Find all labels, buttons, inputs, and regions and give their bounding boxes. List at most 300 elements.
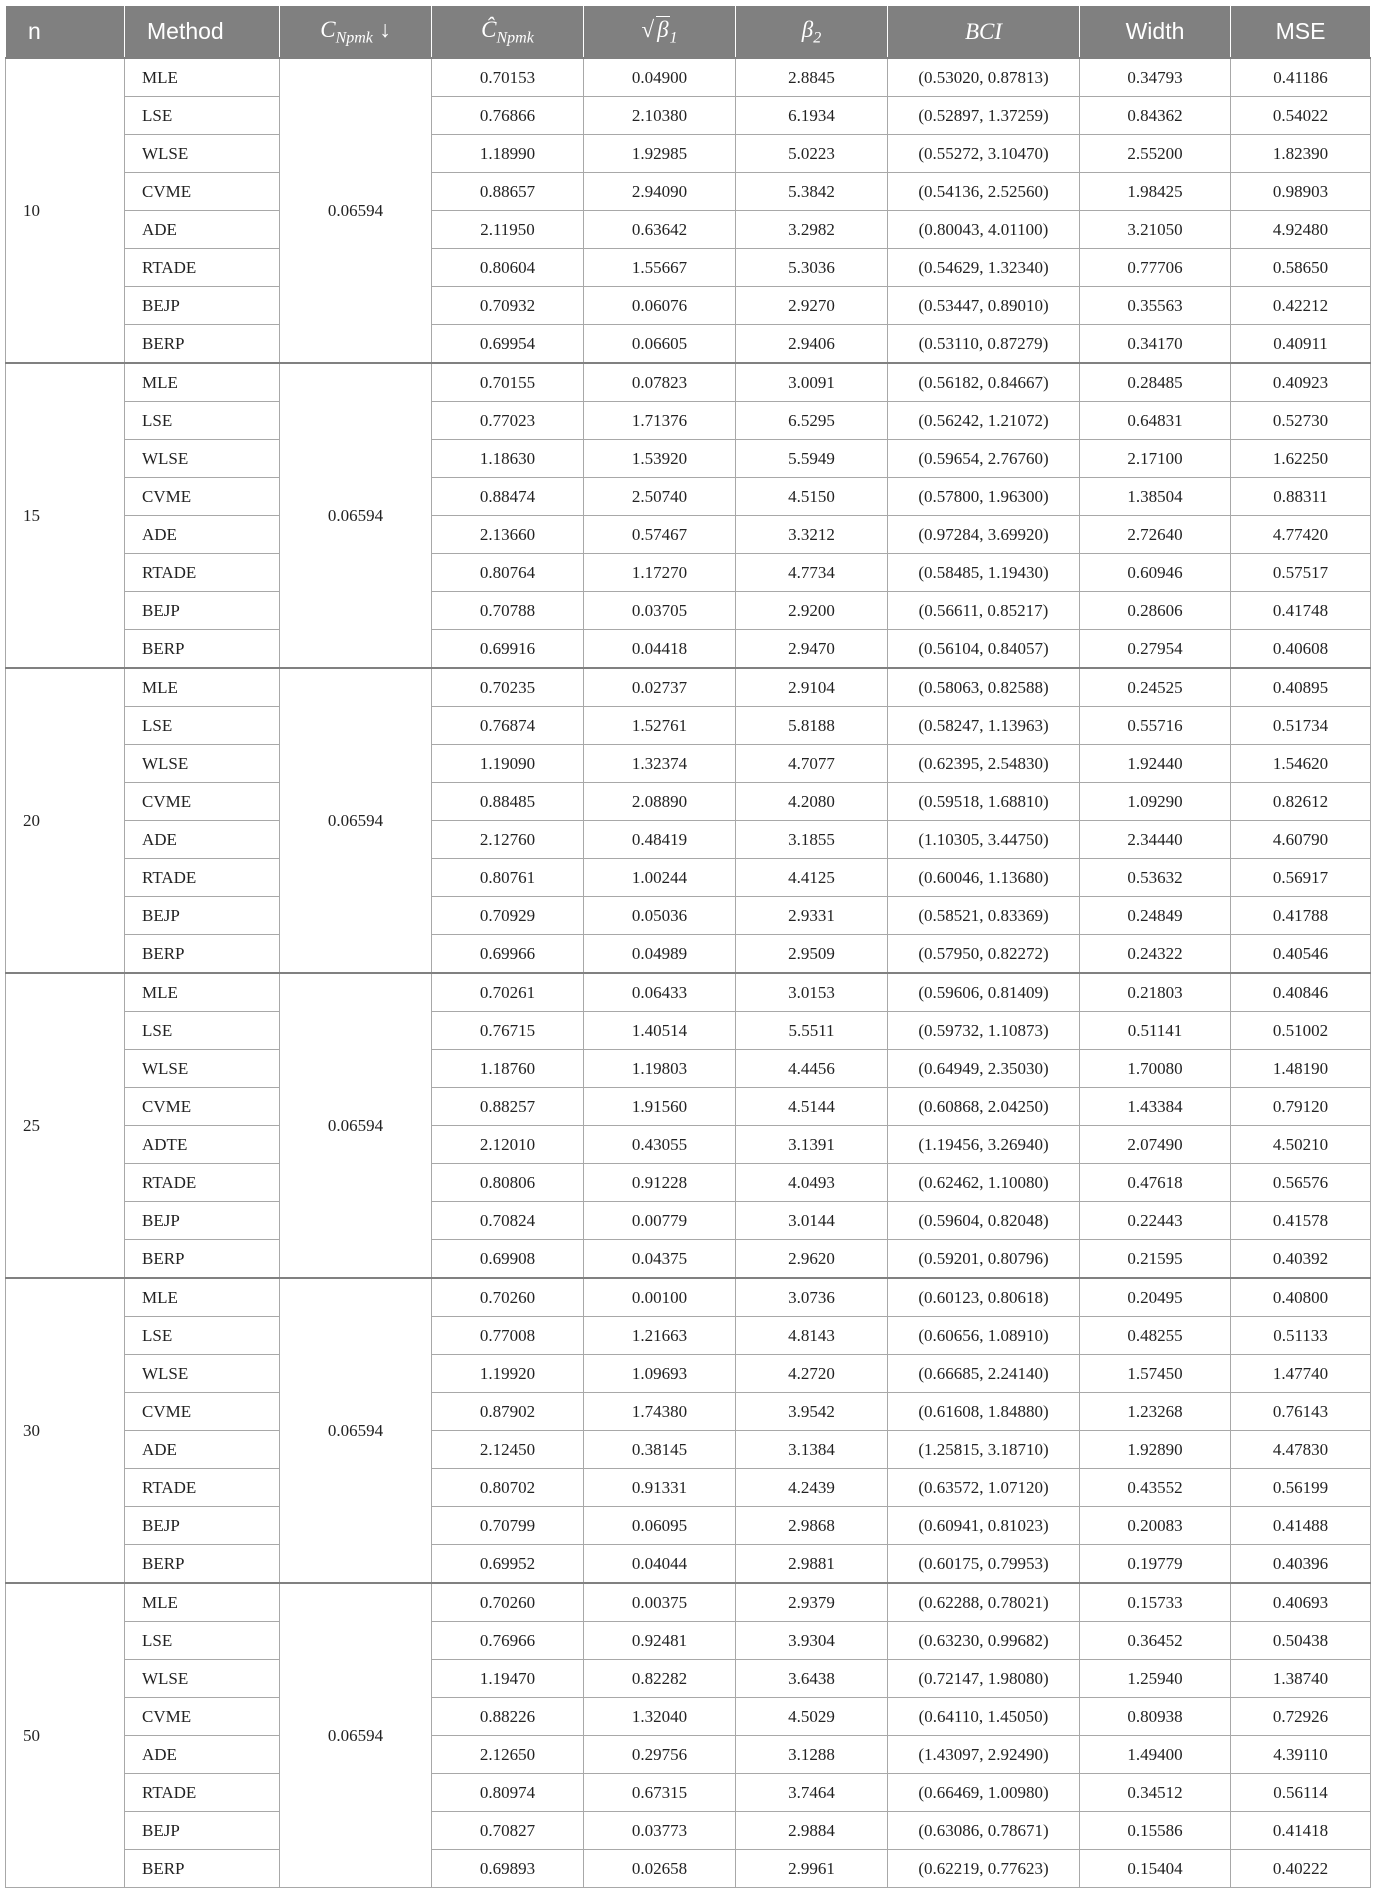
cell-beta2: 2.9104 [736, 668, 888, 707]
cell-bci: (0.57950, 0.82272) [888, 935, 1080, 974]
cell-beta2: 2.9620 [736, 1240, 888, 1279]
cell-bci: (0.72147, 1.98080) [888, 1660, 1080, 1698]
table-row [6, 173, 1371, 211]
cell-method: ADE [125, 211, 280, 249]
table-row [6, 440, 1371, 478]
cell-mse: 4.50210 [1231, 1126, 1371, 1164]
cell-method: BEJP [125, 1202, 280, 1240]
cell-bci: (0.58247, 1.13963) [888, 707, 1080, 745]
cell-width: 1.25940 [1080, 1660, 1231, 1698]
table-row [6, 211, 1371, 249]
cell-beta2: 5.5949 [736, 440, 888, 478]
cell-method: MLE [125, 363, 280, 402]
table-row [6, 973, 1371, 1012]
cell-width: 1.49400 [1080, 1736, 1231, 1774]
cell-method: ADE [125, 516, 280, 554]
cell-method: RTADE [125, 1774, 280, 1812]
table-row [6, 1164, 1371, 1202]
cell-bci: (0.59201, 0.80796) [888, 1240, 1080, 1279]
cell-width: 0.77706 [1080, 249, 1231, 287]
cell-method: BEJP [125, 592, 280, 630]
cell-width: 0.28606 [1080, 592, 1231, 630]
cell-sqrt-beta1: 0.06076 [584, 287, 736, 325]
table-row [6, 745, 1371, 783]
cell-beta2: 4.7077 [736, 745, 888, 783]
cell-beta2: 5.3036 [736, 249, 888, 287]
cell-c-npmk: 0.06594 [280, 973, 432, 1278]
table-row [6, 478, 1371, 516]
cell-bci: (1.10305, 3.44750) [888, 821, 1080, 859]
cell-bci: (1.19456, 3.26940) [888, 1126, 1080, 1164]
cell-method: LSE [125, 402, 280, 440]
cell-bci: (0.58485, 1.19430) [888, 554, 1080, 592]
cell-beta2: 4.0493 [736, 1164, 888, 1202]
cell-chat: 0.77023 [432, 402, 584, 440]
cell-method: MLE [125, 1583, 280, 1622]
table-row [6, 325, 1371, 364]
cell-beta2: 2.9961 [736, 1850, 888, 1888]
cell-chat: 0.77008 [432, 1317, 584, 1355]
row-group [6, 668, 1371, 973]
cell-chat: 1.18990 [432, 135, 584, 173]
table-row [6, 1278, 1371, 1317]
cell-c-npmk: 0.06594 [280, 363, 432, 668]
cell-method: BERP [125, 1545, 280, 1584]
cell-bci: (0.60656, 1.08910) [888, 1317, 1080, 1355]
cell-sqrt-beta1: 0.06605 [584, 325, 736, 364]
cell-sqrt-beta1: 0.02737 [584, 668, 736, 707]
header-method: Method [125, 6, 280, 59]
cell-width: 0.60946 [1080, 554, 1231, 592]
row-group [6, 58, 1371, 363]
table-row [6, 1622, 1371, 1660]
beta2-symbol: $\beta_2$ [801, 16, 822, 47]
cell-bci: (0.58063, 0.82588) [888, 668, 1080, 707]
cell-n: 10 [6, 58, 125, 363]
cell-beta2: 5.0223 [736, 135, 888, 173]
cell-method: WLSE [125, 135, 280, 173]
cell-chat: 0.88657 [432, 173, 584, 211]
cell-beta2: 2.9884 [736, 1812, 888, 1850]
cell-method: LSE [125, 707, 280, 745]
table-row [6, 1545, 1371, 1584]
chat-npmk-symbol: $Ĉ_{Npmk}$ [481, 16, 534, 47]
cell-bci: (0.59732, 1.10873) [888, 1012, 1080, 1050]
cell-mse: 0.51002 [1231, 1012, 1371, 1050]
cell-method: WLSE [125, 1660, 280, 1698]
cell-width: 0.24849 [1080, 897, 1231, 935]
cell-bci: (0.66685, 2.24140) [888, 1355, 1080, 1393]
cell-bci: (0.52897, 1.37259) [888, 97, 1080, 135]
cell-width: 2.07490 [1080, 1126, 1231, 1164]
cell-beta2: 4.5029 [736, 1698, 888, 1736]
cell-method: BEJP [125, 1507, 280, 1545]
cell-mse: 0.41488 [1231, 1507, 1371, 1545]
cell-mse: 0.56576 [1231, 1164, 1371, 1202]
cell-chat: 1.19920 [432, 1355, 584, 1393]
cell-beta2: 3.1391 [736, 1126, 888, 1164]
header-width: Width [1080, 6, 1231, 59]
row-group [6, 1583, 1371, 1888]
sqrt-icon: √ [641, 16, 655, 42]
cell-bci: (0.54136, 2.52560) [888, 173, 1080, 211]
cell-mse: 1.38740 [1231, 1660, 1371, 1698]
cell-beta2: 2.9509 [736, 935, 888, 974]
cell-width: 0.84362 [1080, 97, 1231, 135]
cell-beta2: 3.6438 [736, 1660, 888, 1698]
cell-mse: 0.72926 [1231, 1698, 1371, 1736]
cell-method: RTADE [125, 554, 280, 592]
table-row [6, 363, 1371, 402]
cell-sqrt-beta1: 1.21663 [584, 1317, 736, 1355]
header-c-npmk [280, 6, 432, 59]
cell-sqrt-beta1: 0.02658 [584, 1850, 736, 1888]
cell-chat: 0.76866 [432, 97, 584, 135]
cell-beta2: 5.3842 [736, 173, 888, 211]
cell-chat: 1.19470 [432, 1660, 584, 1698]
cell-mse: 0.41186 [1231, 58, 1371, 97]
header-beta2 [736, 6, 888, 59]
cell-bci: (0.53110, 0.87279) [888, 325, 1080, 364]
cell-beta2: 4.5144 [736, 1088, 888, 1126]
cell-width: 1.43384 [1080, 1088, 1231, 1126]
cell-bci: (0.59604, 0.82048) [888, 1202, 1080, 1240]
cell-mse: 0.56199 [1231, 1469, 1371, 1507]
table-row [6, 1660, 1371, 1698]
cell-chat: 1.19090 [432, 745, 584, 783]
cell-width: 0.19779 [1080, 1545, 1231, 1584]
cell-method: CVME [125, 1393, 280, 1431]
cell-bci: (0.63230, 0.99682) [888, 1622, 1080, 1660]
table-row [6, 58, 1371, 97]
table-row [6, 1202, 1371, 1240]
cell-method: ADE [125, 1736, 280, 1774]
cell-method: LSE [125, 97, 280, 135]
cell-chat: 2.11950 [432, 211, 584, 249]
table-row [6, 1774, 1371, 1812]
row-group [6, 973, 1371, 1278]
cell-bci: (0.80043, 4.01100) [888, 211, 1080, 249]
cell-sqrt-beta1: 0.91331 [584, 1469, 736, 1507]
cell-method: RTADE [125, 859, 280, 897]
table-row [6, 1240, 1371, 1279]
cell-sqrt-beta1: 1.71376 [584, 402, 736, 440]
cell-mse: 4.77420 [1231, 516, 1371, 554]
cell-sqrt-beta1: 1.92985 [584, 135, 736, 173]
down-arrow-icon: ↓ [379, 16, 391, 42]
cell-mse: 0.40608 [1231, 630, 1371, 669]
table-row [6, 1088, 1371, 1126]
cell-width: 3.21050 [1080, 211, 1231, 249]
cell-width: 0.21595 [1080, 1240, 1231, 1279]
cell-chat: 0.70155 [432, 363, 584, 402]
cell-chat: 1.18630 [432, 440, 584, 478]
table-row [6, 135, 1371, 173]
cell-chat: 2.13660 [432, 516, 584, 554]
cell-bci: (0.59518, 1.68810) [888, 783, 1080, 821]
cell-width: 1.92890 [1080, 1431, 1231, 1469]
table-row [6, 516, 1371, 554]
cell-width: 1.98425 [1080, 173, 1231, 211]
cell-beta2: 6.5295 [736, 402, 888, 440]
cell-chat: 0.80702 [432, 1469, 584, 1507]
cell-method: MLE [125, 668, 280, 707]
cell-beta2: 4.2439 [736, 1469, 888, 1507]
table-row [6, 1431, 1371, 1469]
cell-sqrt-beta1: 0.43055 [584, 1126, 736, 1164]
cell-sqrt-beta1: 1.74380 [584, 1393, 736, 1431]
cell-mse: 0.40546 [1231, 935, 1371, 974]
cell-bci: (0.62395, 2.54830) [888, 745, 1080, 783]
cell-beta2: 2.9470 [736, 630, 888, 669]
cell-chat: 0.69966 [432, 935, 584, 974]
cell-beta2: 4.7734 [736, 554, 888, 592]
cell-beta2: 2.9881 [736, 1545, 888, 1584]
cell-mse: 0.40392 [1231, 1240, 1371, 1279]
cell-width: 1.38504 [1080, 478, 1231, 516]
cell-bci: (0.63086, 0.78671) [888, 1812, 1080, 1850]
cell-sqrt-beta1: 0.91228 [584, 1164, 736, 1202]
cell-width: 1.09290 [1080, 783, 1231, 821]
cell-bci: (0.55272, 3.10470) [888, 135, 1080, 173]
cell-n: 25 [6, 973, 125, 1278]
cell-beta2: 3.0153 [736, 973, 888, 1012]
cell-sqrt-beta1: 1.17270 [584, 554, 736, 592]
cell-beta2: 4.2080 [736, 783, 888, 821]
cell-method: ADE [125, 1431, 280, 1469]
cell-beta2: 2.8845 [736, 58, 888, 97]
cell-beta2: 3.9304 [736, 1622, 888, 1660]
cell-bci: (0.62288, 0.78021) [888, 1583, 1080, 1622]
table-row [6, 935, 1371, 974]
cell-sqrt-beta1: 0.03705 [584, 592, 736, 630]
cell-c-npmk: 0.06594 [280, 1583, 432, 1888]
cell-width: 0.15733 [1080, 1583, 1231, 1622]
table-row [6, 1126, 1371, 1164]
cell-chat: 0.76966 [432, 1622, 584, 1660]
cell-mse: 0.79120 [1231, 1088, 1371, 1126]
cell-chat: 0.70929 [432, 897, 584, 935]
cell-sqrt-beta1: 0.04900 [584, 58, 736, 97]
cell-beta2: 3.2982 [736, 211, 888, 249]
cell-beta2: 4.4456 [736, 1050, 888, 1088]
table-row [6, 1736, 1371, 1774]
cell-n: 30 [6, 1278, 125, 1583]
cell-method: RTADE [125, 1164, 280, 1202]
cell-bci: (0.58521, 0.83369) [888, 897, 1080, 935]
cell-method: CVME [125, 173, 280, 211]
cell-method: ADE [125, 821, 280, 859]
cell-chat: 0.70153 [432, 58, 584, 97]
cell-method: CVME [125, 478, 280, 516]
cell-bci: (0.56611, 0.85217) [888, 592, 1080, 630]
results-table [5, 5, 1371, 1888]
cell-chat: 0.70932 [432, 287, 584, 325]
table-row [6, 402, 1371, 440]
table-row [6, 1812, 1371, 1850]
cell-c-npmk: 0.06594 [280, 668, 432, 973]
cell-width: 0.35563 [1080, 287, 1231, 325]
cell-chat: 0.80974 [432, 1774, 584, 1812]
cell-sqrt-beta1: 0.06095 [584, 1507, 736, 1545]
header-row [6, 6, 1371, 59]
cell-method: WLSE [125, 745, 280, 783]
cell-chat: 0.69954 [432, 325, 584, 364]
cell-sqrt-beta1: 1.40514 [584, 1012, 736, 1050]
table-row [6, 1507, 1371, 1545]
cell-mse: 0.57517 [1231, 554, 1371, 592]
cell-chat: 0.70235 [432, 668, 584, 707]
cell-sqrt-beta1: 2.10380 [584, 97, 736, 135]
cell-bci: (0.63572, 1.07120) [888, 1469, 1080, 1507]
cell-mse: 0.82612 [1231, 783, 1371, 821]
cell-mse: 0.40396 [1231, 1545, 1371, 1584]
cell-method: CVME [125, 1698, 280, 1736]
cell-width: 2.34440 [1080, 821, 1231, 859]
row-group [6, 1278, 1371, 1583]
cell-beta2: 2.9406 [736, 325, 888, 364]
cell-chat: 0.69952 [432, 1545, 584, 1584]
cell-width: 0.20083 [1080, 1507, 1231, 1545]
cell-width: 0.34793 [1080, 58, 1231, 97]
cell-mse: 4.39110 [1231, 1736, 1371, 1774]
cell-bci: (0.60046, 1.13680) [888, 859, 1080, 897]
cell-chat: 0.70799 [432, 1507, 584, 1545]
cell-bci: (0.64110, 1.45050) [888, 1698, 1080, 1736]
cell-chat: 0.70788 [432, 592, 584, 630]
table-row [6, 287, 1371, 325]
cell-chat: 1.18760 [432, 1050, 584, 1088]
table-row [6, 1050, 1371, 1088]
cell-bci: (0.60868, 2.04250) [888, 1088, 1080, 1126]
cell-method: BERP [125, 630, 280, 669]
cell-beta2: 2.9200 [736, 592, 888, 630]
cell-bci: (0.59606, 0.81409) [888, 973, 1080, 1012]
cell-width: 1.23268 [1080, 1393, 1231, 1431]
cell-chat: 0.80604 [432, 249, 584, 287]
cell-method: MLE [125, 973, 280, 1012]
cell-sqrt-beta1: 0.57467 [584, 516, 736, 554]
cell-mse: 0.41578 [1231, 1202, 1371, 1240]
cell-sqrt-beta1: 1.09693 [584, 1355, 736, 1393]
cell-chat: 0.76715 [432, 1012, 584, 1050]
cell-sqrt-beta1: 0.07823 [584, 363, 736, 402]
table-row [6, 97, 1371, 135]
cell-chat: 2.12650 [432, 1736, 584, 1774]
cell-bci: (0.53020, 0.87813) [888, 58, 1080, 97]
cell-mse: 0.40693 [1231, 1583, 1371, 1622]
cell-bci: (0.56242, 1.21072) [888, 402, 1080, 440]
cell-width: 2.72640 [1080, 516, 1231, 554]
cell-width: 0.34170 [1080, 325, 1231, 364]
cell-chat: 0.76874 [432, 707, 584, 745]
cell-mse: 0.41418 [1231, 1812, 1371, 1850]
cell-method: BEJP [125, 897, 280, 935]
cell-sqrt-beta1: 1.53920 [584, 440, 736, 478]
cell-width: 0.48255 [1080, 1317, 1231, 1355]
cell-n: 50 [6, 1583, 125, 1888]
cell-chat: 2.12760 [432, 821, 584, 859]
cell-width: 1.92440 [1080, 745, 1231, 783]
cell-sqrt-beta1: 1.52761 [584, 707, 736, 745]
cell-beta2: 2.9868 [736, 1507, 888, 1545]
cell-method: WLSE [125, 440, 280, 478]
header-sqrt-beta1 [584, 6, 736, 59]
cell-mse: 0.56917 [1231, 859, 1371, 897]
cell-sqrt-beta1: 1.19803 [584, 1050, 736, 1088]
cell-mse: 0.40800 [1231, 1278, 1371, 1317]
cell-method: MLE [125, 1278, 280, 1317]
cell-mse: 0.42212 [1231, 287, 1371, 325]
cell-sqrt-beta1: 2.50740 [584, 478, 736, 516]
cell-beta2: 5.5511 [736, 1012, 888, 1050]
cell-method: ADTE [125, 1126, 280, 1164]
cell-bci: (0.60123, 0.80618) [888, 1278, 1080, 1317]
cell-width: 0.34512 [1080, 1774, 1231, 1812]
cell-bci: (1.43097, 2.92490) [888, 1736, 1080, 1774]
cell-mse: 0.40895 [1231, 668, 1371, 707]
cell-bci: (0.61608, 1.84880) [888, 1393, 1080, 1431]
cell-mse: 1.47740 [1231, 1355, 1371, 1393]
cell-mse: 0.51734 [1231, 707, 1371, 745]
cell-sqrt-beta1: 1.91560 [584, 1088, 736, 1126]
header-chat-npmk [432, 6, 584, 59]
cell-bci: (0.62219, 0.77623) [888, 1850, 1080, 1888]
cell-sqrt-beta1: 1.32374 [584, 745, 736, 783]
cell-sqrt-beta1: 2.08890 [584, 783, 736, 821]
table-row [6, 668, 1371, 707]
cell-method: BERP [125, 935, 280, 974]
cell-beta2: 5.8188 [736, 707, 888, 745]
cell-beta2: 3.0736 [736, 1278, 888, 1317]
cell-bci: (0.54629, 1.32340) [888, 249, 1080, 287]
cell-chat: 0.88226 [432, 1698, 584, 1736]
cell-bci: (0.66469, 1.00980) [888, 1774, 1080, 1812]
cell-width: 1.70080 [1080, 1050, 1231, 1088]
cell-sqrt-beta1: 1.55667 [584, 249, 736, 287]
table-row [6, 1469, 1371, 1507]
cell-mse: 0.41788 [1231, 897, 1371, 935]
cell-chat: 0.88257 [432, 1088, 584, 1126]
cell-method: WLSE [125, 1355, 280, 1393]
cell-beta2: 2.9270 [736, 287, 888, 325]
cell-width: 0.80938 [1080, 1698, 1231, 1736]
cell-sqrt-beta1: 0.29756 [584, 1736, 736, 1774]
cell-chat: 0.80761 [432, 859, 584, 897]
cell-mse: 0.88311 [1231, 478, 1371, 516]
cell-width: 0.22443 [1080, 1202, 1231, 1240]
cell-sqrt-beta1: 0.05036 [584, 897, 736, 935]
cell-chat: 0.88474 [432, 478, 584, 516]
cell-chat: 2.12010 [432, 1126, 584, 1164]
cell-sqrt-beta1: 1.00244 [584, 859, 736, 897]
table-row [6, 249, 1371, 287]
table-row [6, 707, 1371, 745]
cell-width: 0.53632 [1080, 859, 1231, 897]
row-group [6, 363, 1371, 668]
cell-method: RTADE [125, 1469, 280, 1507]
cell-sqrt-beta1: 2.94090 [584, 173, 736, 211]
cell-mse: 4.92480 [1231, 211, 1371, 249]
cell-width: 0.21803 [1080, 973, 1231, 1012]
cell-sqrt-beta1: 0.63642 [584, 211, 736, 249]
cell-sqrt-beta1: 0.04044 [584, 1545, 736, 1584]
table-row [6, 1355, 1371, 1393]
cell-width: 2.17100 [1080, 440, 1231, 478]
cell-sqrt-beta1: 0.04418 [584, 630, 736, 669]
cell-mse: 0.40846 [1231, 973, 1371, 1012]
cell-chat: 0.70260 [432, 1583, 584, 1622]
